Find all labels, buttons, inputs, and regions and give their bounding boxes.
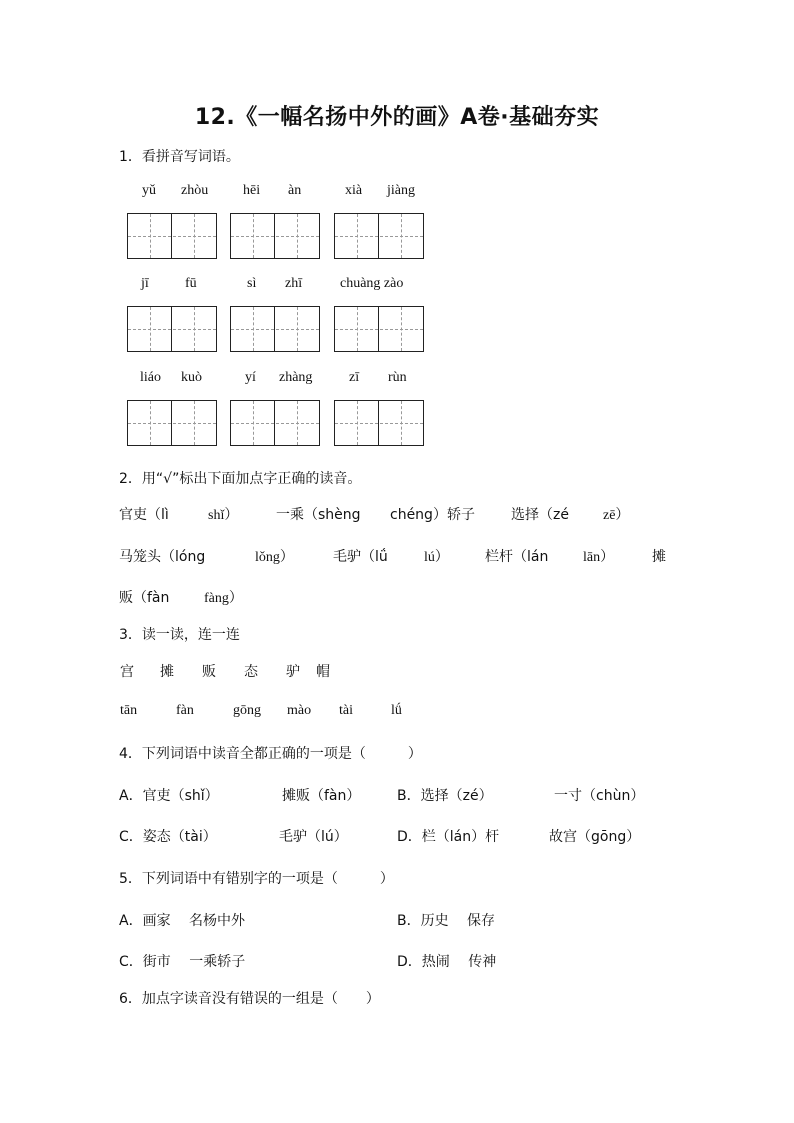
option-text: fàng）	[204, 591, 243, 606]
option-text: 故宫（gōng）	[549, 829, 641, 845]
pinyin-label: yí	[245, 370, 256, 385]
question-4-heading: 4．下列词语中读音全都正确的一项是（ ）	[119, 746, 422, 762]
pinyin-label: kuò	[181, 370, 202, 385]
answer-option-a[interactable]: A．画家 名杨中外	[119, 913, 246, 929]
match-char[interactable]: 驴	[286, 664, 300, 680]
pinyin-label: sì	[247, 276, 257, 291]
pinyin-label: zī	[349, 370, 360, 385]
writing-grid[interactable]	[334, 400, 424, 446]
option-text: zē）	[603, 508, 630, 523]
option-text: lǒng）	[255, 550, 294, 565]
answer-option-b[interactable]: B．选择（zé）	[397, 788, 493, 804]
writing-grid[interactable]	[127, 213, 217, 259]
answer-option-d[interactable]: D．栏（lán）杆	[397, 829, 500, 845]
option-text: 摊	[652, 549, 666, 565]
match-char[interactable]: 摊	[160, 664, 174, 680]
option-text: 一乘（shèng	[276, 507, 361, 523]
pinyin-label: chuàng zào	[340, 276, 404, 291]
pinyin-label: xià	[345, 183, 363, 198]
question-5-heading: 5．下列词语中有错别字的一项是（ ）	[119, 871, 394, 887]
writing-grid[interactable]	[230, 306, 320, 352]
pinyin-label: hēi	[243, 183, 261, 198]
answer-option-c[interactable]: C．姿态（tài）	[119, 829, 217, 845]
writing-grid[interactable]	[334, 306, 424, 352]
question-3-heading: 3．读一读，连一连	[119, 627, 240, 643]
pinyin-label: jiàng	[387, 183, 415, 198]
answer-option-a[interactable]: A．官吏（shǐ）	[119, 788, 219, 804]
match-char[interactable]: 宫	[120, 664, 134, 680]
match-pinyin[interactable]: lǘ	[391, 703, 402, 718]
writing-grid[interactable]	[127, 400, 217, 446]
option-text: 贩（fàn	[119, 590, 170, 606]
option-text: 毛驴（lǘ	[333, 549, 388, 565]
question-6-heading: 6．加点字读音没有错误的一组是（ ）	[119, 991, 380, 1007]
pinyin-label: zhòu	[181, 183, 209, 198]
writing-grid[interactable]	[230, 400, 320, 446]
match-char[interactable]: 态	[244, 664, 258, 680]
option-text: lú）	[424, 550, 449, 565]
pinyin-label: yǔ	[142, 183, 156, 198]
writing-grid[interactable]	[334, 213, 424, 259]
option-text: 马笼头（lóng	[119, 549, 206, 565]
option-text: 一寸（chùn）	[554, 788, 645, 804]
writing-grid[interactable]	[127, 306, 217, 352]
option-text: 摊贩（fàn）	[282, 788, 361, 804]
pinyin-label: zhàng	[279, 370, 313, 385]
match-pinyin[interactable]: fàn	[176, 703, 194, 718]
pinyin-label: rùn	[388, 370, 407, 385]
question-2-heading: 2．用“√”标出下面加点字正确的读音。	[119, 471, 362, 487]
match-char[interactable]: 帽	[316, 664, 330, 680]
answer-option-b[interactable]: B．历史 保存	[397, 913, 496, 929]
option-text: 官吏（lì	[119, 507, 169, 523]
answer-option-c[interactable]: C．街市 一乘轿子	[119, 954, 246, 970]
pinyin-label: àn	[288, 183, 302, 198]
match-pinyin[interactable]: gōng	[233, 703, 261, 718]
option-text: lān）	[583, 550, 615, 565]
match-char[interactable]: 贩	[202, 664, 216, 680]
match-pinyin[interactable]: tài	[339, 703, 353, 718]
page-title: 12.《一幅名扬中外的画》A卷·基础夯实	[194, 105, 600, 130]
pinyin-label: zhī	[285, 276, 303, 291]
writing-grid[interactable]	[230, 213, 320, 259]
option-text: chéng）轿子	[390, 507, 475, 523]
pinyin-label: fū	[185, 276, 197, 291]
option-text: 选择（zé	[511, 507, 569, 523]
match-pinyin[interactable]: tān	[120, 703, 138, 718]
pinyin-label: liáo	[140, 370, 161, 385]
option-text: 栏杆（lán	[485, 549, 549, 565]
match-pinyin[interactable]: mào	[287, 703, 312, 718]
answer-option-d[interactable]: D．热闹 传神	[397, 954, 497, 970]
pinyin-label: jī	[141, 276, 149, 291]
question-1-heading: 1．看拼音写词语。	[119, 149, 240, 165]
option-text: shǐ）	[208, 508, 239, 523]
option-text: 毛驴（lú）	[279, 829, 348, 845]
